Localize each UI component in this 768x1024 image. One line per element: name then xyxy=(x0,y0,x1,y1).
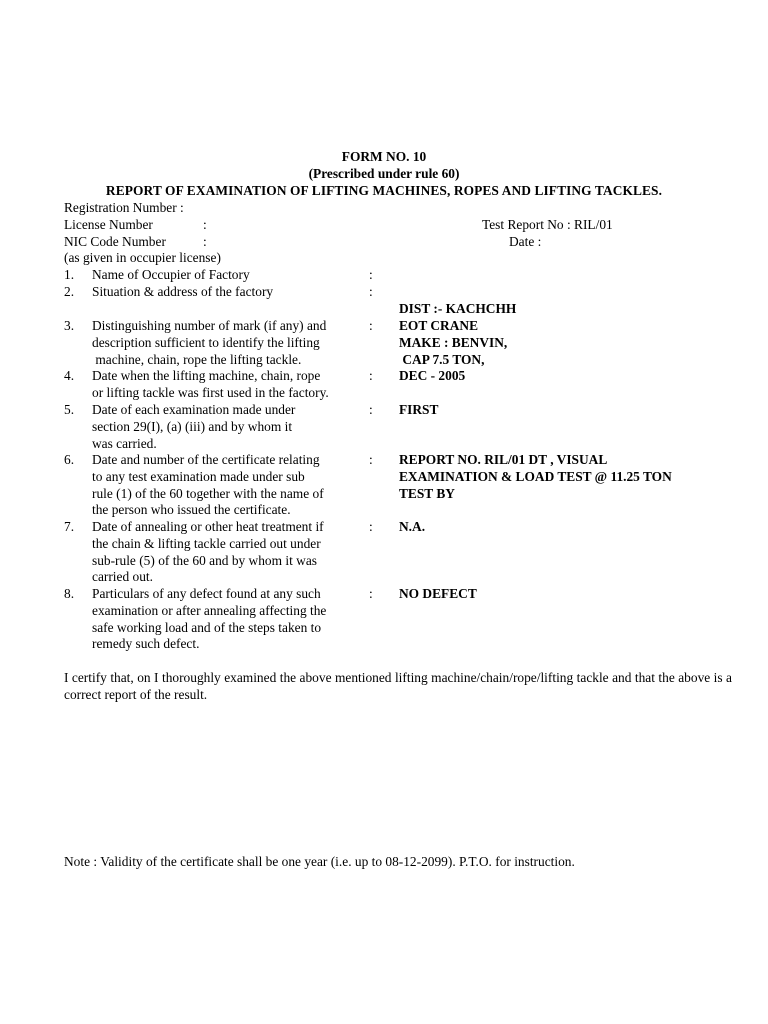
equipment-type-value: EOT CRANE xyxy=(399,318,478,333)
item-number: 4. xyxy=(64,368,75,383)
item-colon: : xyxy=(369,519,373,534)
item-description xyxy=(92,586,374,653)
certificate-test-by-value: TEST BY xyxy=(399,486,455,501)
item-line: Particulars of any defect found at any such xyxy=(92,586,321,601)
item-colon: : xyxy=(369,368,373,383)
item-line: the chain & lifting tackle carried out under xyxy=(92,535,321,551)
license-number-label: License Number xyxy=(64,217,153,232)
item-description xyxy=(92,267,374,284)
item-number: 1. xyxy=(64,267,75,282)
item-line: to any test examination made under sub xyxy=(92,468,305,484)
registration-number-label: Registration Number : xyxy=(64,200,184,215)
item-line: description sufficient to identify the lifting xyxy=(92,334,320,350)
certification-statement: I certify that, on I thoroughly examined the above mentioned lifting machine/chain/rope/lifting tackle and that the above is a correct report of the result. xyxy=(64,670,732,702)
item-line: Name of Occupier of Factory xyxy=(92,267,250,282)
item-line: Date and number of the certificate relating xyxy=(92,452,320,467)
certificate-report-value: REPORT NO. RIL/01 DT , VISUAL xyxy=(399,452,608,467)
item-description xyxy=(92,519,374,586)
item-description xyxy=(92,402,374,452)
item-line: or lifting tackle was first used in the factory. xyxy=(92,384,329,400)
test-report-number: Test Report No : RIL/01 xyxy=(482,217,613,232)
report-title: REPORT OF EXAMINATION OF LIFTING MACHINES, ROPES AND LIFTING TACKLES. xyxy=(105,183,663,198)
item-line: safe working load and of the steps taken to xyxy=(92,619,322,635)
occupier-license-note: (as given in occupier license) xyxy=(64,250,221,265)
item-line: examination or after annealing affecting the xyxy=(92,602,327,618)
item-colon: : xyxy=(369,284,373,299)
item-line: rule (1) of the 60 together with the name of xyxy=(92,485,324,501)
item-colon: : xyxy=(369,318,373,333)
item-number: 5. xyxy=(64,402,75,417)
item-line: the person who issued the certificate. xyxy=(92,502,291,518)
item-line: carried out. xyxy=(92,569,153,585)
certificate-test-value: EXAMINATION & LOAD TEST @ 11.25 TON xyxy=(399,469,672,484)
nic-code-colon: : xyxy=(203,234,207,249)
equipment-capacity-value: CAP 7.5 TON, xyxy=(399,352,485,367)
annealing-value: N.A. xyxy=(399,519,426,534)
item-number: 8. xyxy=(64,586,75,601)
item-description xyxy=(92,452,374,519)
form-number: FORM NO. 10 xyxy=(341,149,427,164)
item-colon: : xyxy=(369,452,373,467)
first-used-date-value: DEC - 2005 xyxy=(399,368,466,383)
item-line: was carried. xyxy=(92,435,157,451)
item-number: 2. xyxy=(64,284,75,299)
equipment-make-value: MAKE : BENVIN, xyxy=(399,335,508,350)
item-description xyxy=(92,318,374,368)
date-label: Date : xyxy=(509,234,542,249)
item-line: Date of annealing or other heat treatment if xyxy=(92,519,324,534)
item-description xyxy=(92,368,374,402)
license-number-colon: : xyxy=(203,217,207,232)
item-description xyxy=(92,284,374,301)
factory-district-value: DIST :- KACHCHH xyxy=(399,301,517,316)
item-colon: : xyxy=(369,586,373,601)
item-line: remedy such defect. xyxy=(92,636,200,652)
nic-code-label: NIC Code Number xyxy=(64,234,166,249)
item-colon: : xyxy=(369,267,373,282)
item-number: 6. xyxy=(64,452,75,467)
form-prescribed-rule: (Prescribed under rule 60) xyxy=(308,166,460,181)
item-line: Situation & address of the factory xyxy=(92,284,274,299)
item-line: machine, chain, rope the lifting tackle. xyxy=(92,351,302,367)
item-number: 3. xyxy=(64,318,75,333)
item-number: 7. xyxy=(64,519,75,534)
item-colon: : xyxy=(369,402,373,417)
item-line: Distinguishing number of mark (if any) and xyxy=(92,318,327,333)
item-line: Date of each examination made under xyxy=(92,402,296,417)
item-line: section 29(I), (a) (iii) and by whom it xyxy=(92,418,293,434)
validity-note: Note : Validity of the certificate shall be one year (i.e. up to 08-12-2099). P.T.O. for instruction. xyxy=(64,854,575,869)
examination-value: FIRST xyxy=(399,402,439,417)
item-line: sub-rule (5) of the 60 and by whom it was xyxy=(92,552,317,568)
item-line: Date when the lifting machine, chain, rope xyxy=(92,368,321,383)
defect-value: NO DEFECT xyxy=(399,586,477,601)
